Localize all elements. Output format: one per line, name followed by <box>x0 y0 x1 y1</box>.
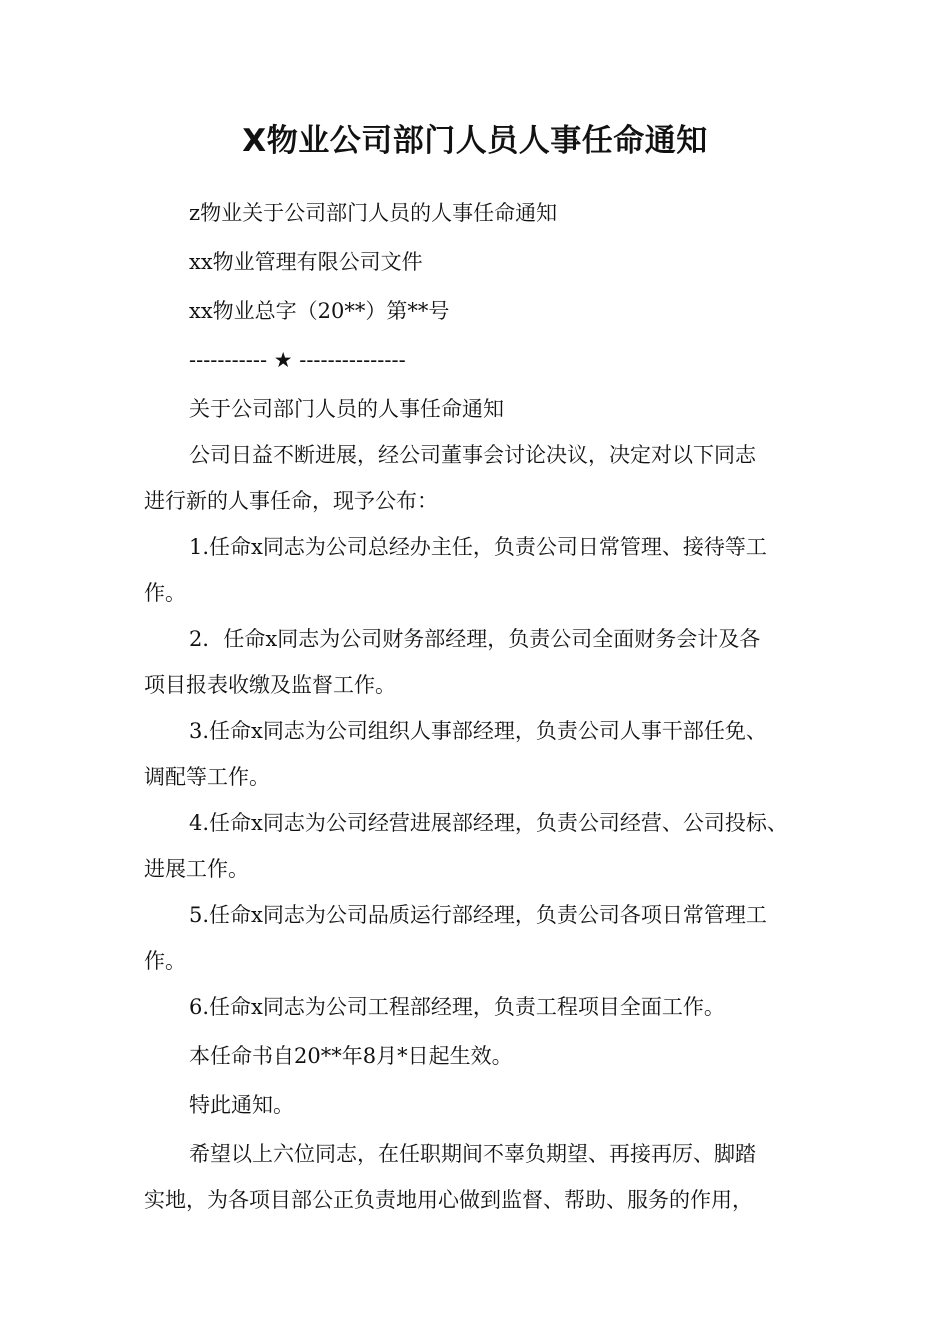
paragraph-line: 实地，为各项目部公正负责地用心做到监督、帮助、服务的作用， <box>144 1188 753 1212</box>
paragraph-line: 进行新的人事任命，现予公布： <box>144 489 438 513</box>
notice-closing-line: 特此通知。 <box>189 1093 294 1117</box>
effective-date-line: 本任命书自20**年8月*日起生效。 <box>189 1044 513 1068</box>
star-divider: ----------- ★ --------------- <box>189 348 406 372</box>
appointment-item-2: 2．任命x同志为公司财务部经理，负责公司全面财务会计及各 <box>189 627 761 651</box>
document-number-line: xx物业总字（20**）第**号 <box>189 299 450 323</box>
paragraph-line: 作。 <box>144 949 186 973</box>
issuer-line: xx物业管理有限公司文件 <box>189 250 423 274</box>
appointment-item-6: 6.任命x同志为公司工程部经理，负责工程项目全面工作。 <box>189 995 725 1019</box>
appointment-item-5: 5.任命x同志为公司品质运行部经理，负责公司各项日常管理工 <box>189 903 767 927</box>
appointment-item-3: 3.任命x同志为公司组织人事部经理，负责公司人事干部任免、 <box>189 719 767 743</box>
paragraph-line: 作。 <box>144 581 186 605</box>
paragraph-line: 公司日益不断进展，经公司董事会讨论决议，决定对以下同志 <box>189 443 756 467</box>
appointment-item-4: 4.任命x同志为公司经营进展部经理，负责公司经营、公司投标、 <box>189 811 788 835</box>
paragraph-line: 进展工作。 <box>144 857 249 881</box>
notice-heading: 关于公司部门人员的人事任命通知 <box>189 397 504 421</box>
paragraph-line: 希望以上六位同志，在任职期间不辜负期望、再接再厉、脚踏 <box>189 1142 756 1166</box>
paragraph-line: 调配等工作。 <box>144 765 270 789</box>
appointment-item-1: 1.任命x同志为公司总经办主任，负责公司日常管理、接待等工 <box>189 535 767 559</box>
subtitle-line: z物业关于公司部门人员的人事任命通知 <box>189 201 558 225</box>
document-title: X物业公司部门人员人事任命通知 <box>242 123 708 159</box>
document-body <box>144 190 812 1223</box>
paragraph-line: 项目报表收缴及监督工作。 <box>144 673 396 697</box>
